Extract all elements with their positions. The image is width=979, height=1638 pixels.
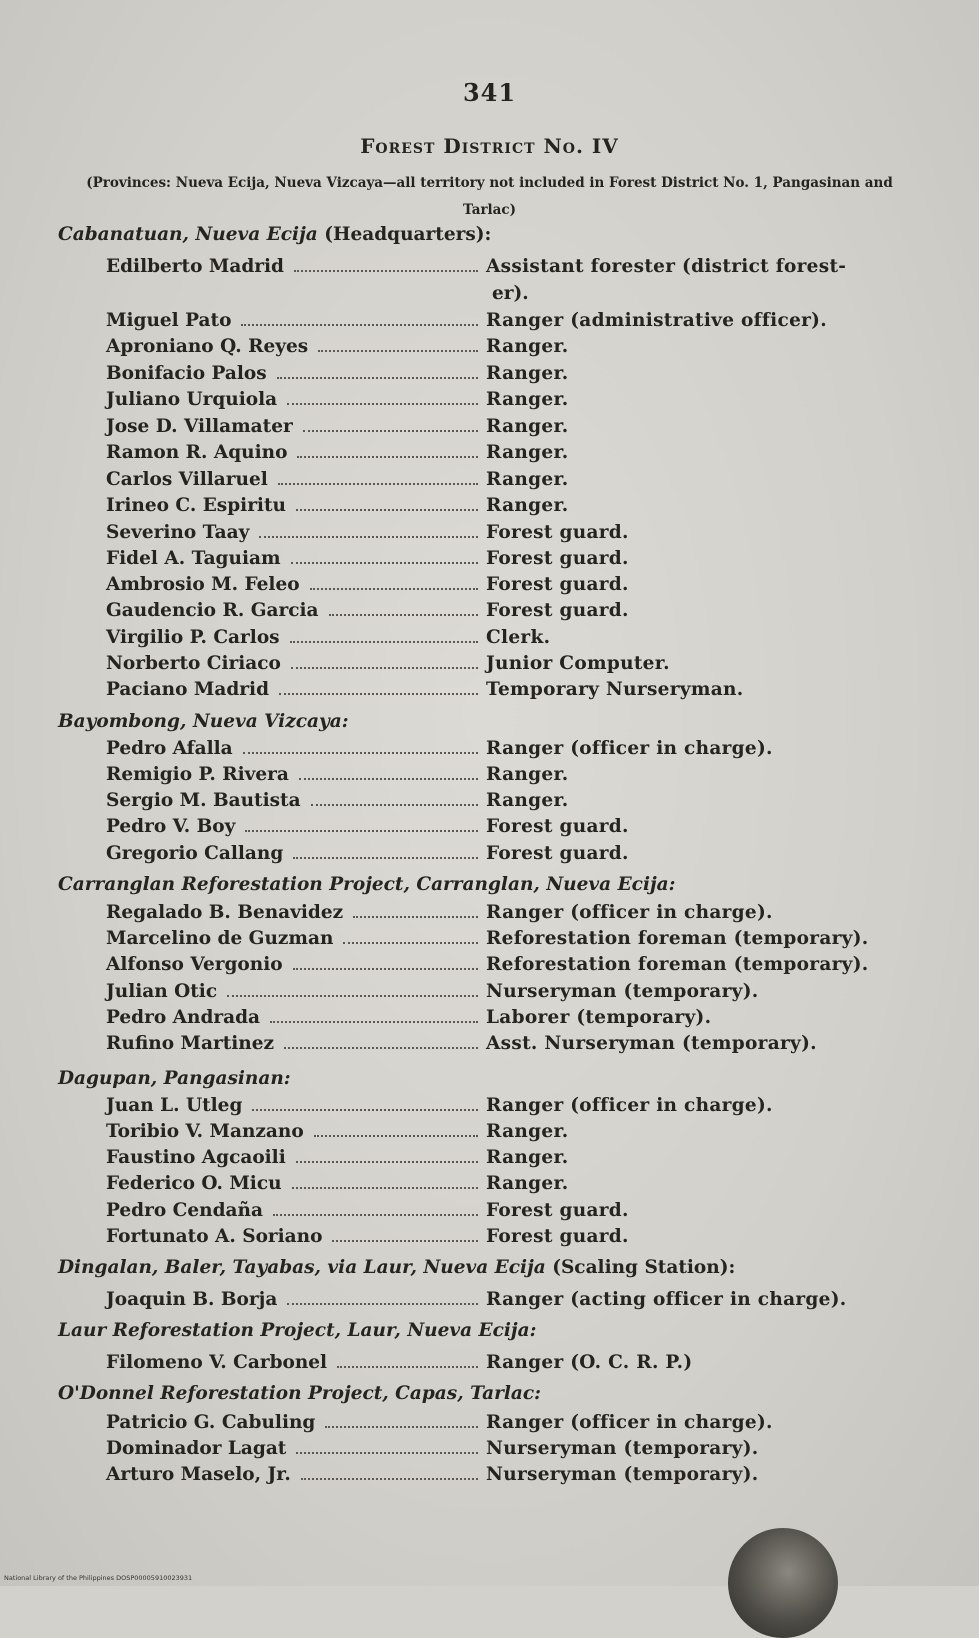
leader-dots	[353, 916, 478, 918]
leader-dots	[310, 588, 478, 590]
staff-name: Miguel Pato	[106, 310, 232, 331]
staff-position: Nurseryman (temporary).	[486, 1464, 759, 1485]
staff-name: Aproniano Q. Reyes	[106, 336, 309, 357]
roster-entry	[106, 389, 906, 415]
roster-entry	[106, 1147, 906, 1173]
staff-position: Ranger (officer in charge).	[486, 1412, 773, 1433]
roster-entry	[106, 764, 906, 790]
staff-position: Ranger (acting officer in charge).	[486, 1289, 847, 1310]
staff-name: Carlos Villaruel	[106, 469, 268, 490]
staff-name: Alfonso Vergonio	[106, 954, 283, 975]
roster-entry	[106, 902, 906, 928]
roster-entry	[106, 843, 906, 869]
roster-entry	[106, 816, 906, 842]
roster-entry	[106, 442, 906, 468]
staff-name: Pedro Afalla	[106, 738, 233, 759]
roster-entry	[106, 495, 906, 521]
section-suffix: (Headquarters):	[317, 224, 492, 245]
staff-position: Forest guard.	[486, 600, 629, 621]
staff-position: Junior Computer.	[486, 653, 670, 674]
leader-dots	[243, 752, 478, 754]
staff-position: Forest guard.	[486, 574, 629, 595]
staff-position: Forest guard.	[486, 843, 629, 864]
roster-entry	[106, 1289, 906, 1315]
staff-name: Ambrosio M. Feleo	[106, 574, 300, 595]
roster-entry	[106, 548, 906, 574]
roster-entry	[106, 790, 906, 816]
staff-name: Fidel A. Taguiam	[106, 548, 281, 569]
leader-dots	[291, 562, 478, 564]
page-number: 341	[462, 78, 517, 107]
leader-dots	[278, 483, 478, 485]
leader-dots	[296, 509, 478, 511]
leader-dots	[227, 995, 478, 997]
staff-name: Gaudencio R. Garcia	[106, 600, 319, 621]
leader-dots	[332, 1240, 478, 1242]
section-heading	[58, 711, 349, 732]
staff-position: Ranger.	[486, 363, 569, 384]
leader-dots	[291, 667, 478, 669]
staff-name: Pedro V. Boy	[106, 816, 236, 837]
staff-position: Ranger.	[486, 389, 569, 410]
staff-name: Rufino Martinez	[106, 1033, 275, 1054]
staff-name: Faustino Agcaoili	[106, 1147, 286, 1168]
staff-position: Forest guard.	[486, 522, 629, 543]
staff-position: Forest guard.	[486, 1200, 629, 1221]
leader-dots	[290, 641, 478, 643]
leader-dots	[259, 536, 478, 538]
staff-position: Ranger (officer in charge).	[486, 902, 773, 923]
staff-position: Temporary Nurseryman.	[486, 679, 744, 700]
staff-name: Toribio V. Manzano	[106, 1121, 304, 1142]
leader-dots	[273, 1214, 478, 1216]
leader-dots	[329, 614, 478, 616]
staff-position: Reforestation foreman (temporary).	[486, 928, 869, 949]
staff-name: Julian Otic	[106, 981, 218, 1002]
leader-dots	[284, 1047, 478, 1049]
section-heading	[58, 1320, 536, 1341]
leader-dots	[293, 857, 478, 859]
roster-entry	[106, 363, 906, 389]
section-place: Dagupan, Pangasinan:	[58, 1068, 291, 1089]
staff-position: Nurseryman (temporary).	[486, 981, 759, 1002]
staff-name: Federico O. Micu	[106, 1173, 282, 1194]
staff-name: Joaquin B. Borja	[106, 1289, 278, 1310]
leader-dots	[296, 1161, 478, 1163]
roster-entry	[106, 1200, 906, 1226]
staff-position: Ranger.	[486, 1173, 569, 1194]
staff-position: Ranger.	[486, 469, 569, 490]
staff-name: Remigio P. Rivera	[106, 764, 289, 785]
staff-position: Ranger (O. C. R. P.)	[486, 1352, 693, 1373]
leader-dots	[311, 804, 478, 806]
district-title: Forest District No. IV	[360, 134, 619, 158]
staff-name: Patricio G. Cabuling	[106, 1412, 316, 1433]
staff-position: Ranger.	[486, 336, 569, 357]
roster-entry	[106, 1095, 906, 1121]
leader-dots	[301, 1478, 478, 1480]
staff-position: Ranger (officer in charge).	[486, 1095, 773, 1116]
provinces-note: (Provinces: Nueva Ecija, Nueva Vizcaya—all territory not included in Forest District No. 1, Pangasinan and Tarlac)	[86, 175, 893, 218]
staff-name: Bonifacio Palos	[106, 363, 267, 384]
staff-name: Regalado B. Benavidez	[106, 902, 344, 923]
staff-name: Dominador Lagat	[106, 1438, 287, 1459]
section-place: Cabanatuan, Nueva Ecija	[58, 224, 318, 245]
staff-name: Gregorio Callang	[106, 843, 284, 864]
staff-name: Norberto Ciriaco	[106, 653, 281, 674]
leader-dots	[303, 430, 478, 432]
staff-name: Irineo C. Espiritu	[106, 495, 286, 516]
leader-dots	[279, 693, 478, 695]
staff-position: Ranger.	[486, 495, 569, 516]
roster-entry	[106, 1007, 906, 1033]
staff-position: Laborer (temporary).	[486, 1007, 712, 1028]
staff-position: Clerk.	[486, 627, 551, 648]
leader-dots	[343, 942, 478, 944]
staff-position: Forest guard.	[486, 816, 629, 837]
staff-position: Forest guard.	[486, 1226, 629, 1247]
roster-entry	[106, 522, 906, 548]
staff-position: Reforestation foreman (temporary).	[486, 954, 869, 975]
staff-name: Edilberto Madrid	[106, 256, 284, 277]
library-stamp	[728, 1528, 838, 1638]
leader-dots	[293, 968, 478, 970]
section-place: Bayombong, Nueva Vizcaya:	[58, 711, 349, 732]
staff-position: Ranger.	[486, 790, 569, 811]
leader-dots	[287, 1303, 478, 1305]
staff-position: Ranger.	[486, 442, 569, 463]
leader-dots	[296, 1452, 478, 1454]
staff-name: Ramon R. Aquino	[106, 442, 288, 463]
staff-name: Juan L. Utleg	[106, 1095, 243, 1116]
staff-position: Ranger.	[486, 1121, 569, 1142]
roster-entry	[106, 679, 906, 705]
staff-position: Ranger.	[486, 1147, 569, 1168]
staff-name: Filomeno V. Carbonel	[106, 1352, 328, 1373]
leader-dots	[297, 456, 478, 458]
staff-position: Ranger.	[486, 416, 569, 437]
staff-name: Arturo Maselo, Jr.	[106, 1464, 291, 1485]
roster-entry	[106, 981, 906, 1007]
leader-dots	[245, 830, 478, 832]
staff-name: Pedro Cendaña	[106, 1200, 263, 1221]
footer-source: National Library of the Philippines DOSP00005910023931	[4, 1574, 193, 1582]
staff-position: Asst. Nurseryman (temporary).	[486, 1033, 817, 1054]
roster-entry	[106, 954, 906, 980]
section-heading	[58, 224, 491, 245]
leader-dots	[325, 1426, 478, 1428]
section-heading	[58, 1383, 541, 1404]
staff-position: Assistant forester (district forest-	[486, 256, 847, 277]
leader-dots	[299, 778, 478, 780]
staff-name: Marcelino de Guzman	[106, 928, 334, 949]
section-place: Laur Reforestation Project, Laur, Nueva Ecija:	[58, 1320, 537, 1341]
roster-entry	[106, 1464, 906, 1490]
section-heading	[58, 1068, 291, 1089]
roster-entry	[106, 310, 906, 336]
leader-dots	[252, 1109, 478, 1111]
staff-position: Ranger.	[486, 764, 569, 785]
leader-dots	[292, 1187, 478, 1189]
staff-position-continued: er).	[492, 283, 529, 304]
leader-dots	[318, 350, 478, 352]
section-place: Dingalan, Baler, Tayabas, via Laur, Nueva Ecija	[58, 1257, 546, 1278]
roster-entry	[106, 928, 906, 954]
staff-name: Pedro Andrada	[106, 1007, 261, 1028]
staff-name: Paciano Madrid	[106, 679, 270, 700]
leader-dots	[270, 1021, 478, 1023]
roster-entry	[106, 1352, 906, 1378]
roster-entry	[106, 1173, 906, 1199]
roster-entry	[106, 469, 906, 495]
roster-entry	[106, 627, 906, 653]
roster-entry	[106, 1226, 906, 1252]
leader-dots	[241, 324, 478, 326]
section-suffix: (Scaling Station):	[545, 1257, 736, 1278]
section-heading	[58, 1257, 735, 1278]
leader-dots	[314, 1135, 478, 1137]
roster-entry	[106, 256, 906, 282]
roster-entry	[106, 416, 906, 442]
section-heading	[58, 874, 675, 895]
roster-entry	[106, 653, 906, 679]
roster-entry	[106, 738, 906, 764]
staff-name: Jose D. Villamater	[106, 416, 293, 437]
leader-dots	[337, 1366, 478, 1368]
roster-entry	[106, 1121, 906, 1147]
roster-entry	[106, 574, 906, 600]
staff-position: Forest guard.	[486, 548, 629, 569]
leader-dots	[277, 377, 478, 379]
staff-name: Fortunato A. Soriano	[106, 1226, 323, 1247]
roster-entry	[106, 1412, 906, 1438]
staff-name: Severino Taay	[106, 522, 250, 543]
roster-entry	[106, 600, 906, 626]
section-place: O'Donnel Reforestation Project, Capas, Tarlac:	[58, 1383, 541, 1404]
staff-name: Juliano Urquiola	[106, 389, 278, 410]
section-place: Carranglan Reforestation Project, Carranglan, Nueva Ecija:	[58, 874, 676, 895]
staff-position: Ranger (officer in charge).	[486, 738, 773, 759]
roster-entry	[106, 1438, 906, 1464]
staff-position: Ranger (administrative officer).	[486, 310, 827, 331]
roster-entry	[106, 1033, 906, 1059]
leader-dots	[287, 403, 478, 405]
leader-dots	[294, 270, 478, 272]
roster-entry	[106, 336, 906, 362]
staff-position: Nurseryman (temporary).	[486, 1438, 759, 1459]
staff-name: Virgilio P. Carlos	[106, 627, 280, 648]
staff-name: Sergio M. Bautista	[106, 790, 301, 811]
